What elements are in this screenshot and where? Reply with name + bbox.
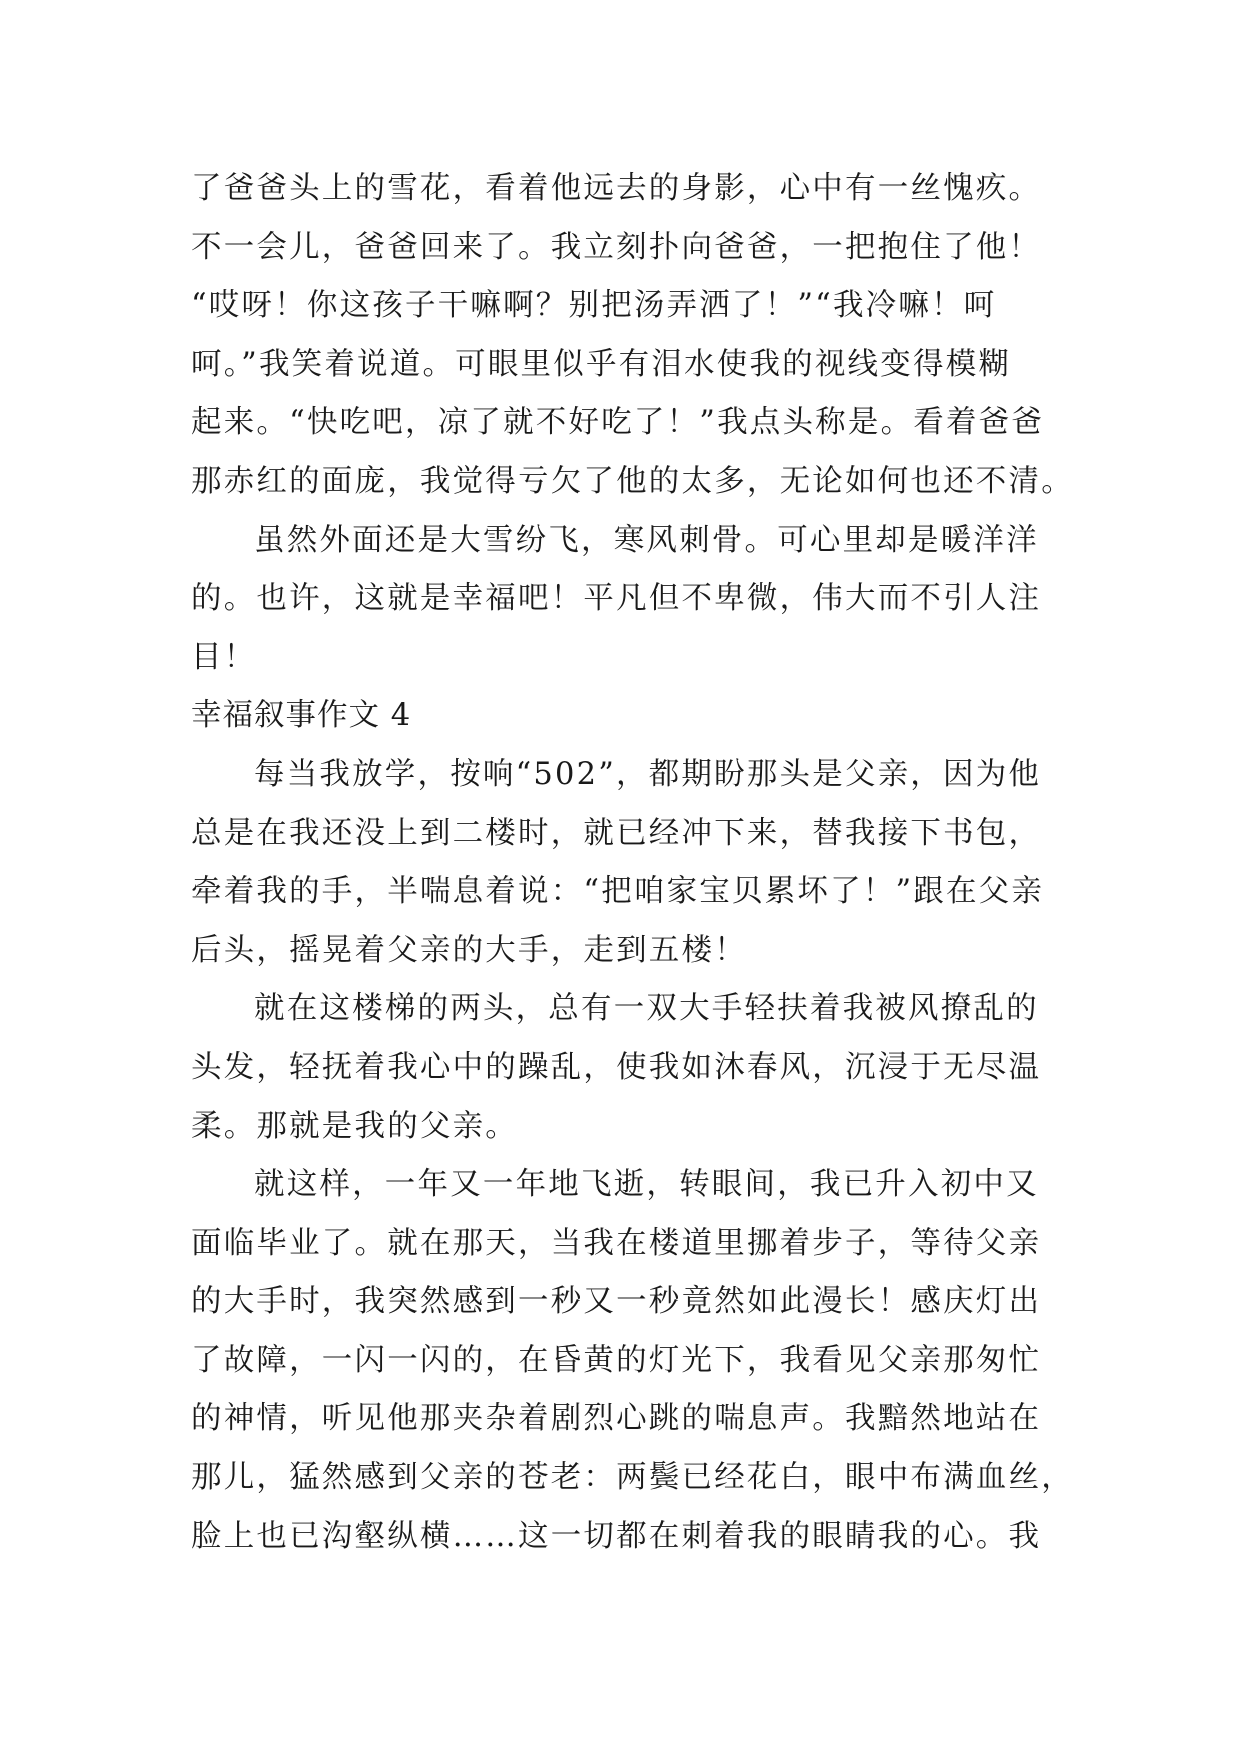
text-line: 牵着我的手，半喘息着说：“把咱家宝贝累坏了！”跟在父亲 xyxy=(191,874,1045,910)
text-line: 呵。”我笑着说道。可眼里似乎有泪水使我的视线变得模糊 xyxy=(191,346,1012,382)
text-line: 那儿，猛然感到父亲的苍老：两鬓已经花白，眼中布满血丝， xyxy=(191,1460,1074,1496)
text-line: 了故障，一闪一闪的，在昏黄的灯光下，我看见父亲那匆忙 xyxy=(191,1342,1042,1378)
text-line: 总是在我还没上到二楼时，就已经冲下来，替我接下书包， xyxy=(191,815,1042,851)
text-line: 目！ xyxy=(191,639,257,675)
section-heading: 幸福叙事作文 4 xyxy=(191,698,412,734)
text-line: 后头，摇晃着父亲的大手，走到五楼！ xyxy=(191,932,747,968)
text-line: “哎呀！你这孩子干嘛啊？别把汤弄洒了！”“我冷嘛！呵 xyxy=(191,288,997,324)
paragraph-first-line: 每当我放学，按响“502”，都期盼那头是父亲，因为他 xyxy=(254,756,1042,792)
paragraph-first-line: 就这样，一年又一年地飞逝，转眼间，我已升入初中又 xyxy=(254,1167,1039,1203)
text-line: 面临毕业了。就在那天，当我在楼道里挪着步子，等待父亲 xyxy=(191,1225,1042,1261)
text-line: 的大手时，我突然感到一秒又一秒竟然如此漫长！感庆灯出 xyxy=(191,1284,1042,1320)
text-line: 不一会儿，爸爸回来了。我立刻扑向爸爸，一把抱住了他！ xyxy=(191,229,1042,265)
text-line: 脸上也已沟壑纵横……这一切都在刺着我的眼睛我的心。我 xyxy=(191,1518,1042,1554)
text-line: 起来。“快吃吧，凉了就不好吃了！”我点头称是。看着爸爸 xyxy=(191,405,1045,441)
document-body xyxy=(191,160,1074,1566)
text-line: 的神情，听见他那夹杂着剧烈心跳的喘息声。我黯然地站在 xyxy=(191,1401,1042,1437)
paragraph-first-line: 就在这楼梯的两头，总有一双大手轻扶着我被风撩乱的 xyxy=(254,991,1039,1027)
text-line: 柔。那就是我的父亲。 xyxy=(191,1108,518,1144)
text-line: 头发，轻抚着我心中的躁乱，使我如沐春风，沉浸于无尽温 xyxy=(191,1049,1042,1085)
text-line: 那赤红的面庞，我觉得亏欠了他的太多，无论如何也还不清。 xyxy=(191,463,1074,499)
text-line: 的。也许，这就是幸福吧！平凡但不卑微，伟大而不引人注 xyxy=(191,581,1042,617)
text-line: 了爸爸头上的雪花，看着他远去的身影，心中有一丝愧疚。 xyxy=(191,171,1042,206)
paragraph-first-line: 虽然外面还是大雪纷飞，寒风刺骨。可心里却是暖洋洋 xyxy=(254,522,1039,558)
